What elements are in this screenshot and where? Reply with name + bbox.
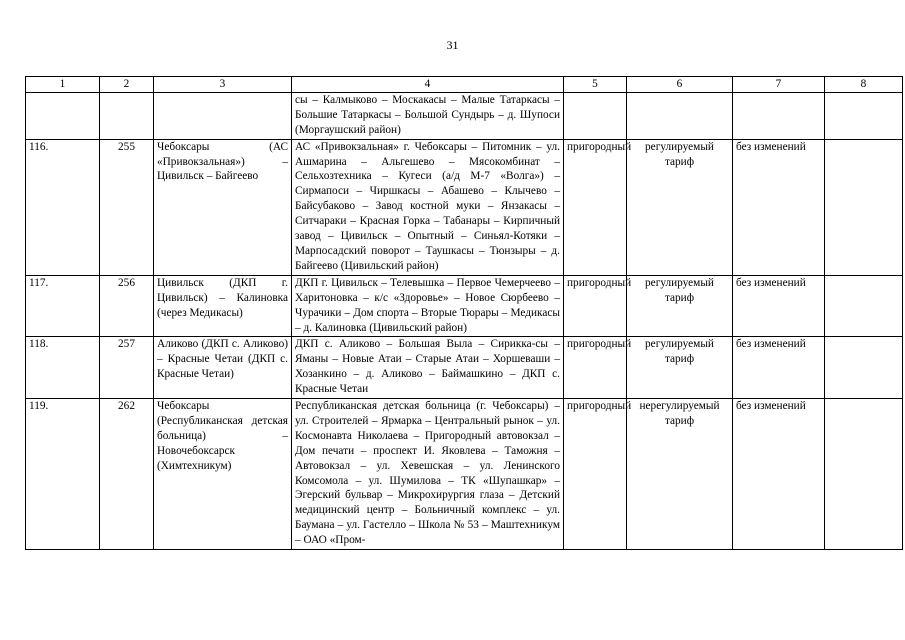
column-number: 2 (100, 77, 154, 93)
route-number-cell: 118. (26, 337, 100, 399)
route-name-cell: Цивильск (ДКП г. Цивильск) – Калиновка (через Медикасы) (154, 275, 292, 337)
change-cell (733, 92, 825, 139)
table-row (26, 337, 903, 399)
column-number: 5 (564, 77, 627, 93)
tariff-cell (627, 92, 733, 139)
route-name-cell: Чебоксары (Республиканская детская больница) – Новочебоксарск (Химтехникум) (154, 399, 292, 550)
change-cell: без изменений (733, 337, 825, 399)
column-number: 3 (154, 77, 292, 93)
registry-number-cell (100, 92, 154, 139)
table-row (26, 399, 903, 550)
extra-cell (825, 399, 903, 550)
column-number: 6 (627, 77, 733, 93)
route-name-cell: Аликово (ДКП с. Аликово) – Красные Четаи (ДКП с. Красные Четаи) (154, 337, 292, 399)
route-number-cell: 117. (26, 275, 100, 337)
route-number-cell: 119. (26, 399, 100, 550)
route-type-cell (564, 92, 627, 139)
route-type-cell: пригородный (564, 337, 627, 399)
tariff-cell: нерегулируемый тариф (627, 399, 733, 550)
extra-cell (825, 139, 903, 275)
registry-number-cell: 255 (100, 139, 154, 275)
change-cell: без изменений (733, 399, 825, 550)
registry-number-cell: 257 (100, 337, 154, 399)
column-number: 1 (26, 77, 100, 93)
route-path-cell: Республиканская детская больница (г. Чебоксары) – ул. Строителей – Ярмарка – Центральный рынок – ул. Космонавта Николаева – Пригородный автовокзал – Дом печати – проспект И. Яковлева – Таможня – Автовокзал – ул. Хевешская – ул. Ленинского Комсомола – ул. Шумилова – ТК «Шупашкар» – Эгерский бульвар – Микрохирургия глаза – Детский медицинский центр – Больничный комплекс – ул. Баумана – ул. Гастелло – Школа № 53 – Маштехникум – ОАО «Пром- (292, 399, 564, 550)
registry-number-cell: 262 (100, 399, 154, 550)
column-number: 4 (292, 77, 564, 93)
extra-cell (825, 92, 903, 139)
column-number: 8 (825, 77, 903, 93)
route-type-cell: пригородный (564, 275, 627, 337)
route-type-cell: пригородный (564, 139, 627, 275)
change-cell: без изменений (733, 275, 825, 337)
route-number-cell: 116. (26, 139, 100, 275)
route-path-cell: сы – Калмыково – Москакасы – Малые Татаркасы – Большие Татаркасы – Большой Сундырь – д. Шупоси (Моргаушский район) (292, 92, 564, 139)
change-cell: без изменений (733, 139, 825, 275)
routes-table (25, 76, 903, 550)
extra-cell (825, 337, 903, 399)
route-name-cell: Чебоксары (АС «Привокзальная») – Цивильск – Байгеево (154, 139, 292, 275)
tariff-cell: регулируемый тариф (627, 337, 733, 399)
route-path-cell: ДКП г. Цивильск – Телевышка – Первое Чемерчеево – Харитоновка – к/с «Здоровье» – Новое Сюрбеево – Чурачики – Дом спорта – Вторые Тюрары – Медикасы – д. Калиновка (Цивильский район) (292, 275, 564, 337)
route-name-cell (154, 92, 292, 139)
continuation-row (26, 92, 903, 139)
route-number-cell (26, 92, 100, 139)
column-number: 7 (733, 77, 825, 93)
registry-number-cell: 256 (100, 275, 154, 337)
page-number: 31 (446, 38, 459, 52)
route-path-cell: ДКП с. Аликово – Большая Выла – Сирикка-сы – Яманы – Новые Атаи – Старые Атаи – Хоршеваши – Хозанкино – д. Аликово – Баймашкино – ДКП с. Красные Четаи (292, 337, 564, 399)
table-row (26, 275, 903, 337)
extra-cell (825, 275, 903, 337)
route-path-cell: АС «Привокзальная» г. Чебоксары – Питомник – ул. Ашмарина – Альгешево – Мясокомбинат – Сельхозтехника – Кугеси (а/д М-7 «Волга») – Сирмапоси – Чиршкасы – Абашево – Клычево – Байсубаково – Завод костной муки – Янзакасы – Ситчараки – Красная Горка – Табанары – Кирпичный завод – Цивильск – Опытный – Синьял-Котяки – Марпосадский поворот – Таушкасы – Тюнзыры – д. Байгеево (Цивильский район) (292, 139, 564, 275)
tariff-cell: регулируемый тариф (627, 275, 733, 337)
route-type-cell: пригородный (564, 399, 627, 550)
column-number-row (26, 77, 903, 93)
tariff-cell: регулируемый тариф (627, 139, 733, 275)
table-row (26, 139, 903, 275)
